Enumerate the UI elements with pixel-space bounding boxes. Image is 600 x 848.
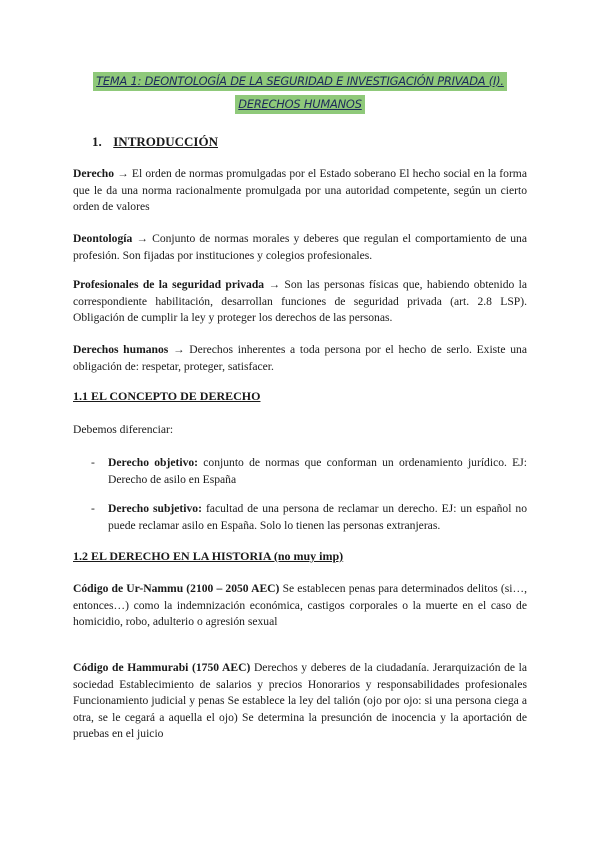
arrow-icon: → bbox=[268, 278, 281, 291]
list-item-derecho-objetivo bbox=[91, 455, 527, 488]
intro-heading-text: INTRODUCCIÓN bbox=[113, 134, 218, 149]
definition-term: Derechos humanos bbox=[73, 343, 169, 356]
bullet-term: Derecho objetivo: bbox=[108, 456, 199, 469]
bullet-dash: - bbox=[91, 502, 95, 515]
bullet-dash: - bbox=[91, 456, 95, 469]
code-hammurabi bbox=[73, 660, 527, 743]
title-line-2: DERECHOS HUMANOS bbox=[235, 95, 364, 114]
list-item-derecho-subjetivo bbox=[91, 501, 527, 534]
section-1-2-heading: 1.2 EL DERECHO EN LA HISTORIA (no muy imp) bbox=[73, 549, 344, 563]
definition-text: Derechos inherentes a toda persona por el hecho de serlo. Existe una obligación de: respetar, proteger, satisfacer. bbox=[73, 343, 527, 373]
definition-term: Profesionales de la seguridad privada bbox=[73, 278, 265, 291]
definition-text: Son las personas físicas que, habiendo obtenido la correspondiente habilitación, desarrollan funciones de seguridad privada (art. 2.8 LSP). Obligación de cumplir la ley y proteger los derechos de las personas. bbox=[73, 278, 528, 325]
definition-text: El orden de normas promulgadas por el Estado soberano El hecho social en la forma que le da una norma racionalmente promulgada por una autoridad competente, según un cierto orden de valores bbox=[73, 167, 527, 214]
definition-deontologia bbox=[73, 231, 527, 264]
arrow-icon: → bbox=[136, 232, 148, 245]
code-ur-nammu bbox=[73, 581, 527, 631]
section-1-1-intro: Debemos diferenciar: bbox=[73, 423, 174, 436]
bullet-text: conjunto de normas que conforman un ordenamiento jurídico. EJ: Derecho de asilo en España bbox=[108, 456, 527, 486]
title-line-1: TEMA 1: DEONTOLOGÍA DE LA SEGURIDAD E INVESTIGACIÓN PRIVADA (I). bbox=[93, 72, 507, 91]
code-term: Código de Ur-Nammu (2100 – 2050 AEC) bbox=[73, 582, 280, 595]
intro-heading bbox=[92, 134, 218, 150]
arrow-icon: → bbox=[117, 167, 129, 180]
bullet-term: Derecho subjetivo: bbox=[108, 502, 202, 515]
bullet-text: facultad de una persona de reclamar un derecho. EJ: un español no puede reclamar asilo en España. Solo lo tienen las personas extranjeras. bbox=[108, 502, 527, 532]
code-term: Código de Hammurabi (1750 AEC) bbox=[73, 661, 251, 674]
definition-derechos-humanos bbox=[73, 342, 527, 375]
arrow-icon: → bbox=[172, 343, 185, 356]
definition-term: Derecho bbox=[73, 167, 114, 180]
code-text: Derechos y deberes de la ciudadanía. Jerarquización de la sociedad Establecimiento de salarios y precios Honorarios y responsabilidades profesionales Funcionamiento judicial y penas Se establece la ley del talión (ojo por ojo: si una persona ciega a otra, se le cegará a aquella el ojo) Se determina la presunción de inocencia y la aportación de pruebas en el juicio bbox=[73, 661, 527, 741]
section-1-1-heading: 1.1 EL CONCEPTO DE DERECHO bbox=[73, 389, 261, 403]
document-title bbox=[60, 72, 540, 114]
definition-profesionales bbox=[73, 277, 527, 327]
definition-text: Conjunto de normas morales y deberes que regulan el comportamiento de una profesión. Son fijadas por instituciones y colegios profesionales. bbox=[73, 232, 528, 262]
definition-derecho bbox=[73, 166, 527, 216]
definition-term: Deontología bbox=[73, 232, 133, 245]
code-text: Se establecen penas para determinados delitos (si…, entonces…) como la indemnización económica, castigos corporales o la muerte en el caso de homicidio, robo, adulterio o agresión sexual bbox=[73, 582, 528, 629]
intro-heading-number: 1. bbox=[92, 134, 102, 149]
